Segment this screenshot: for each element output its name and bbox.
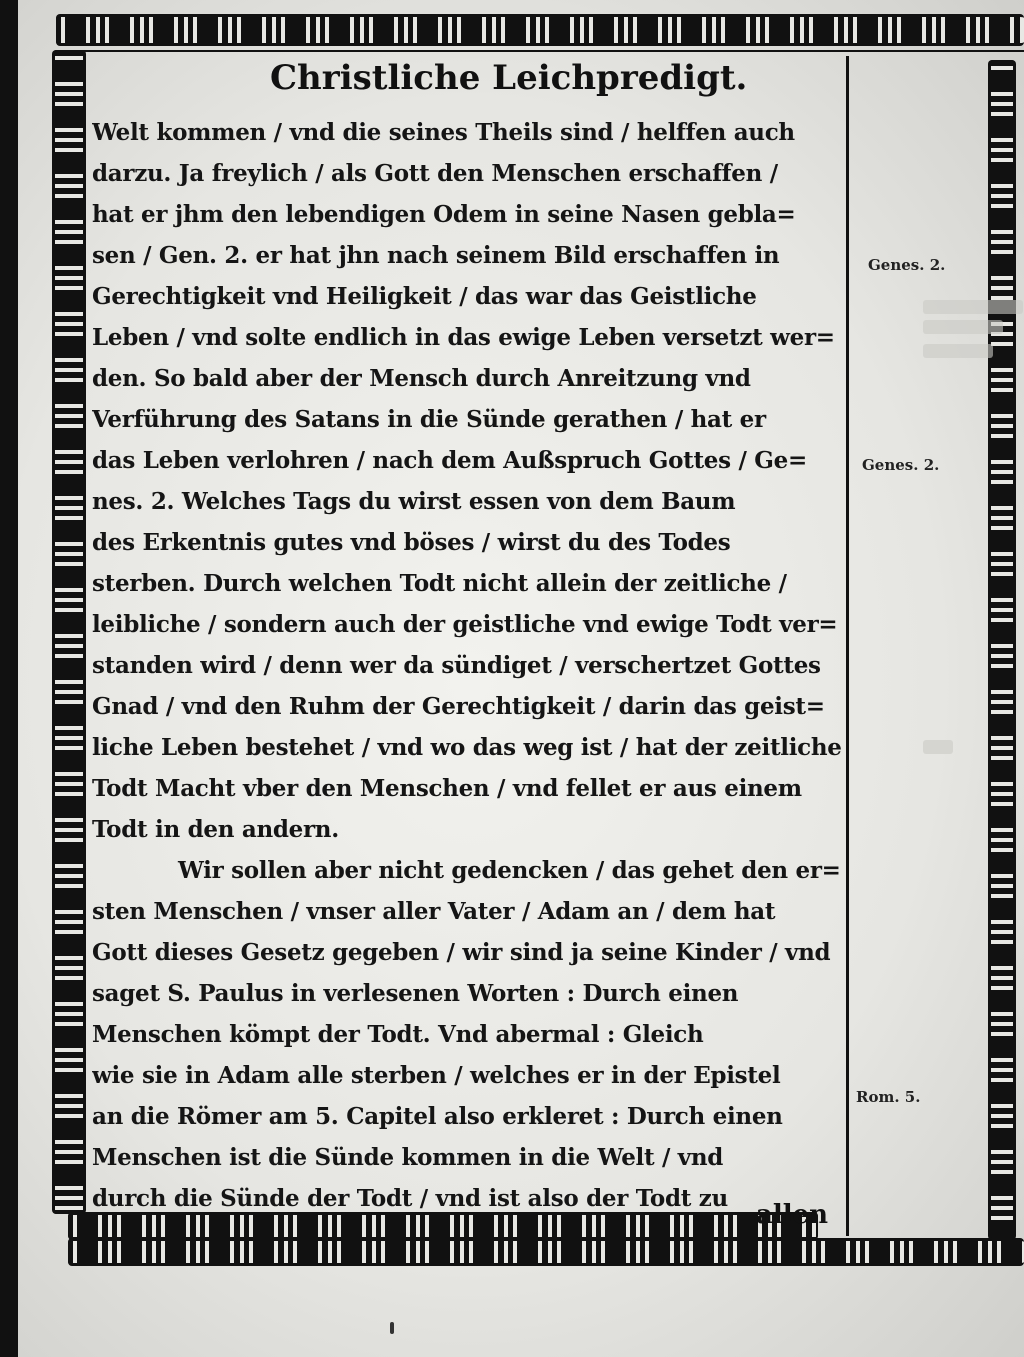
text-line: sterben. Durch welchen Todt nicht allein der zeitliche / — [92, 570, 787, 597]
text-line: durch die Sünde der Todt / vnd ist also der Todt zu — [92, 1185, 728, 1212]
running-header-title: Christliche Leichpredigt. — [270, 58, 748, 98]
text-line: wie sie in Adam alle sterben / welches er in der Epistel — [92, 1062, 781, 1089]
bleed-through-mark — [923, 320, 1003, 334]
top-ornamental-border — [56, 14, 1024, 46]
paragraph-start-line: Wir sollen aber nicht gedencken / das gehet den er= — [178, 857, 841, 884]
text-line: des Erkentnis gutes vnd böses / wirst du des Todes — [92, 529, 731, 556]
text-line: nes. 2. Welches Tags du wirst essen von dem Baum — [92, 488, 736, 515]
bottom-ornamental-border — [68, 1238, 1024, 1266]
text-line: Menschen ist die Sünde kommen in die Welt / vnd — [92, 1144, 724, 1171]
left-ornamental-border — [52, 50, 86, 1214]
text-line: Leben / vnd solte endlich in das ewige Leben versetzt wer= — [92, 324, 835, 351]
text-line: Verführung des Satans in die Sünde gerathen / hat er — [92, 406, 766, 433]
text-line: Todt in den andern. — [92, 816, 339, 843]
bleed-through-mark — [923, 740, 953, 754]
text-line: sten Menschen / vnser aller Vater / Adam an / dem hat — [92, 898, 776, 925]
text-line: hat er jhm den lebendigen Odem in seine Nasen gebla= — [92, 201, 796, 228]
text-line: standen wird / denn wer da sündiget / verschertzet Gottes — [92, 652, 821, 679]
text-line: Gnad / vnd den Ruhm der Gerechtigkeit / darin das geist= — [92, 693, 825, 720]
text-line: an die Römer am 5. Capitel also erkleret : Durch einen — [92, 1103, 783, 1130]
margin-note: Genes. 2. — [862, 456, 940, 474]
text-line: Gott dieses Gesetz gegeben / wir sind ja seine Kinder / vnd — [92, 939, 831, 966]
text-line: das Leben verlohren / nach dem Außspruch Gottes / Ge= — [92, 447, 807, 474]
text-line: den. So bald aber der Mensch durch Anreitzung vnd — [92, 365, 751, 392]
text-line: Gerechtigkeit vnd Heiligkeit / das war das Geistliche — [92, 283, 757, 310]
bleed-through-mark — [923, 344, 993, 358]
bleed-through-mark — [923, 300, 1023, 314]
text-line: Menschen kömpt der Todt. Vnd abermal : Gleich — [92, 1021, 704, 1048]
text-line: Todt Macht vber den Menschen / vnd fellet er aus einem — [92, 775, 802, 802]
sermon-text-block — [92, 112, 852, 1219]
right-ornamental-border — [988, 60, 1016, 1240]
text-line: leibliche / sondern auch der geistliche vnd ewige Todt ver= — [92, 611, 838, 638]
margin-note: Genes. 2. — [868, 256, 946, 274]
catchword: allen — [756, 1200, 829, 1230]
header-rule — [82, 50, 1024, 52]
ink-speck — [390, 1322, 394, 1334]
margin-note: Rom. 5. — [856, 1088, 921, 1106]
text-line: sen / Gen. 2. er hat jhn nach seinem Bild erschaffen in — [92, 242, 780, 269]
text-line: darzu. Ja freylich / als Gott den Menschen erschaffen / — [92, 160, 778, 187]
text-line: Welt kommen / vnd die seines Theils sind / helffen auch — [92, 119, 795, 146]
text-line: liche Leben bestehet / vnd wo das weg ist / hat der zeitliche — [92, 734, 842, 761]
text-line: saget S. Paulus in verlesenen Worten : Durch einen — [92, 980, 739, 1007]
